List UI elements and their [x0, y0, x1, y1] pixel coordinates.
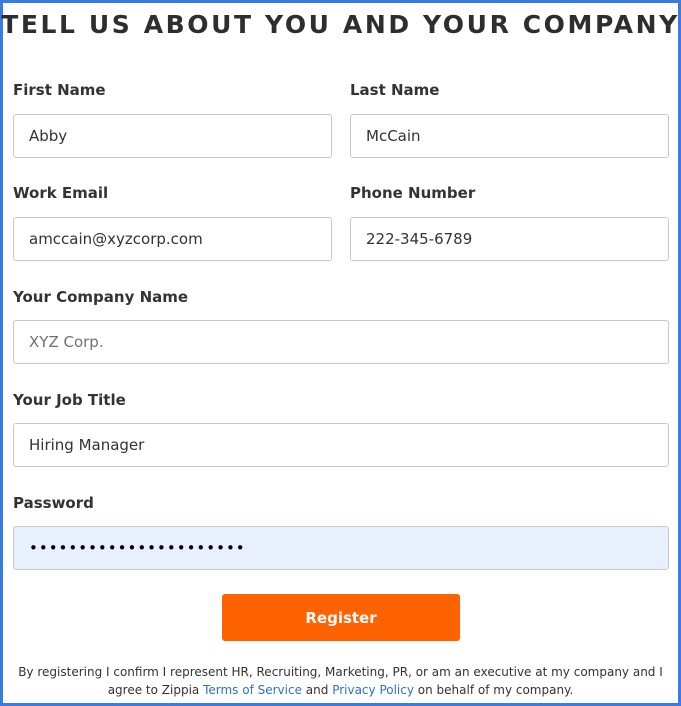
disclaimer-text-before: By registering I confirm I represent HR, Recruiting, Marketing, PR, or am an executive at my company and I agree to Zippia [18, 665, 663, 697]
disclaimer-text-after: on behalf of my company. [413, 683, 574, 697]
password-label: Password [13, 494, 94, 512]
register-button[interactable]: Register [222, 594, 460, 641]
last-name-label: Last Name [350, 81, 440, 99]
phone-number-input[interactable] [350, 217, 669, 261]
job-title-input[interactable] [13, 423, 669, 467]
terms-of-service-link[interactable]: Terms of Service [203, 683, 302, 697]
company-name-label: Your Company Name [13, 288, 189, 306]
disclaimer-text [6, 663, 675, 699]
first-name-label: First Name [13, 81, 106, 99]
job-title-label: Your Job Title [13, 391, 126, 409]
company-name-input[interactable] [13, 320, 669, 364]
last-name-input[interactable] [350, 114, 669, 158]
work-email-label: Work Email [13, 184, 109, 202]
work-email-input[interactable] [13, 217, 332, 261]
form-title: TELL US ABOUT YOU AND YOUR COMPANY [1, 10, 680, 39]
phone-number-label: Phone Number [350, 184, 476, 202]
privacy-policy-link[interactable]: Privacy Policy [332, 683, 414, 697]
password-input[interactable] [13, 526, 669, 570]
first-name-input[interactable] [13, 114, 332, 158]
disclaimer-text-mid: and [301, 683, 333, 697]
